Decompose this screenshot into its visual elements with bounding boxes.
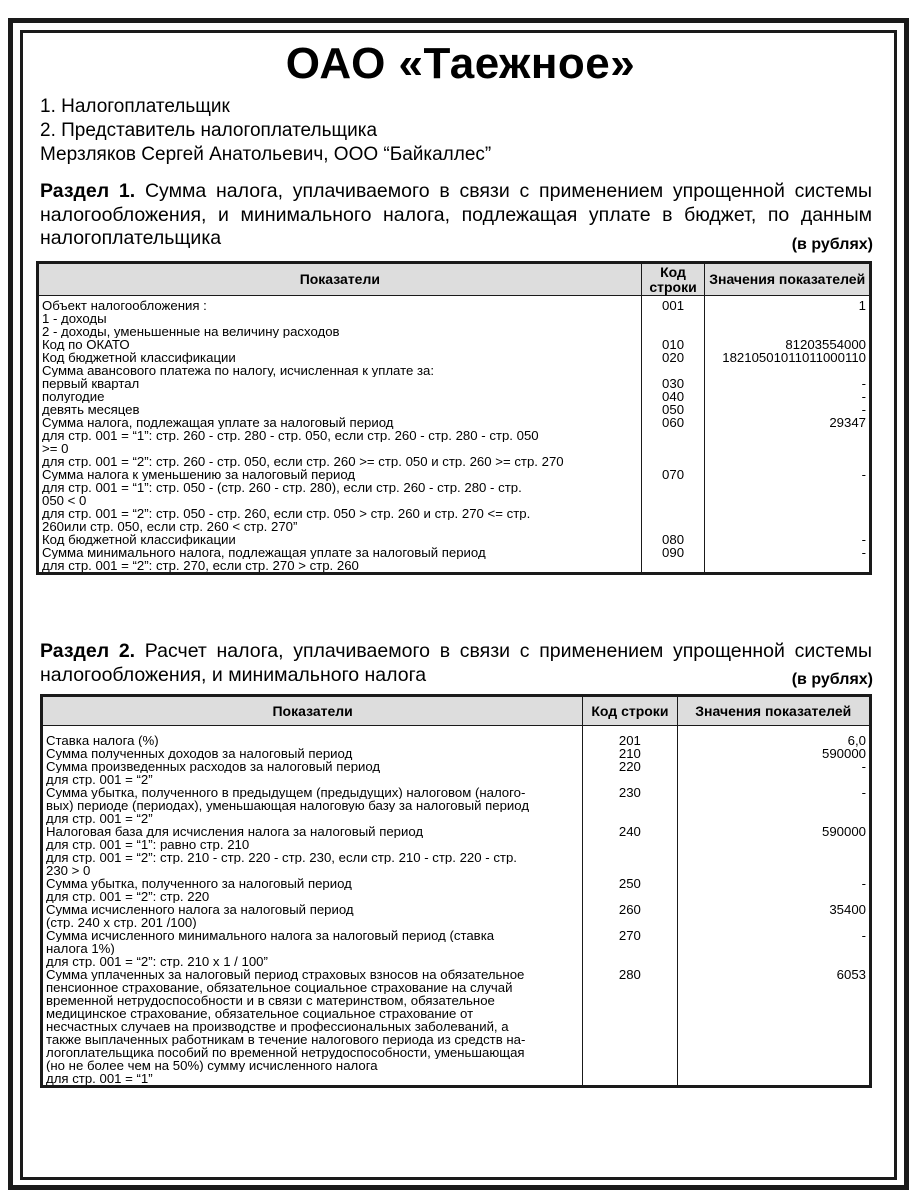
table-row bbox=[42, 877, 871, 903]
indicator-line: 230 > 0 bbox=[46, 864, 91, 877]
indicator-line: пенсионное страхование, обязательное социальное страхование на случай bbox=[46, 981, 513, 994]
indicator-line: для стр. 001 = “2” bbox=[46, 812, 153, 825]
table-row bbox=[38, 533, 871, 546]
indicator-cell bbox=[42, 747, 583, 760]
row-code: 010 bbox=[641, 338, 705, 351]
indicator-line: 2 - доходы, уменьшенные на величину расходов bbox=[42, 325, 340, 338]
row-value: - bbox=[705, 468, 871, 533]
indicator-line: Сумма налога к уменьшению за налоговый период bbox=[42, 468, 356, 481]
indicator-line: для стр. 001 = “2”: стр. 270, если стр. 270 > стр. 260 bbox=[42, 559, 359, 572]
indicator-line: Сумма авансового платежа по налогу, исчисленная к уплате за: bbox=[42, 364, 435, 377]
indicator-line: Сумма убытка, полученного в предыдущем (предыдущих) налоговом (налого- bbox=[46, 786, 526, 799]
indicator-cell bbox=[38, 546, 642, 574]
indicator-line: 1 - доходы bbox=[42, 312, 107, 325]
indicator-line: налога 1%) bbox=[46, 942, 115, 955]
table-row bbox=[42, 825, 871, 877]
indicator-line: Сумма уплаченных за налоговый период страховых взносов на обязательное bbox=[46, 968, 525, 981]
indicator-cell bbox=[42, 760, 583, 786]
row-code: 020 bbox=[641, 351, 705, 364]
indicator-line: для стр. 001 = “2”: стр. 210 х 1 / 100” bbox=[46, 955, 268, 968]
row-code: 070 bbox=[641, 468, 705, 533]
indicator-line: временной нетрудоспособности и в связи с материнством, обязательное bbox=[46, 994, 495, 1007]
row-value: 29347 bbox=[705, 416, 871, 468]
row-value: 35400 bbox=[677, 903, 870, 929]
meta-taxpayer: 1. Налогоплательщик bbox=[40, 96, 230, 117]
indicator-line: полугодие bbox=[42, 390, 105, 403]
row-value: - bbox=[677, 760, 870, 786]
table-row bbox=[38, 364, 871, 377]
row-code: 080 bbox=[641, 533, 705, 546]
indicator-line: для стр. 001 = “2”: стр. 210 - стр. 220 - стр. 230, если стр. 210 - стр. 220 - стр. bbox=[46, 851, 517, 864]
section1-table-body bbox=[38, 296, 871, 574]
indicator-line: для стр. 001 = “2”: стр. 050 - стр. 260, если стр. 050 > стр. 260 и стр. 270 <= стр. bbox=[42, 507, 531, 520]
row-code: 240 bbox=[583, 825, 677, 877]
table-row bbox=[42, 747, 871, 760]
indicator-cell bbox=[42, 825, 583, 877]
indicator-cell bbox=[38, 533, 642, 546]
table-row bbox=[42, 760, 871, 786]
indicator-line: 050 < 0 bbox=[42, 494, 87, 507]
row-value: 81203554000 bbox=[705, 338, 871, 351]
indicator-cell bbox=[38, 390, 642, 403]
row-code: 230 bbox=[583, 786, 677, 825]
indicator-line: несчастных случаев на производстве и профессиональных заболеваний, а bbox=[46, 1020, 509, 1033]
indicator-line: вых) периоде (периодах), уменьшающая налоговую базу за налоговый период bbox=[46, 799, 530, 812]
indicator-cell bbox=[38, 364, 642, 377]
document-title: ОАО «Таежное» bbox=[285, 39, 636, 88]
row-value: 18210501011011000110 bbox=[705, 351, 871, 364]
table-row bbox=[42, 786, 871, 825]
indicator-line: логоплательщика пособий по временной нетрудоспособности, уменьшающая bbox=[46, 1046, 525, 1059]
row-value: - bbox=[705, 390, 871, 403]
row-value: - bbox=[705, 403, 871, 416]
section1-heading bbox=[40, 180, 872, 251]
row-code: 001 bbox=[641, 296, 705, 339]
indicator-cell bbox=[42, 929, 583, 968]
indicator-cell bbox=[38, 403, 642, 416]
indicator-cell bbox=[42, 786, 583, 825]
table-row bbox=[42, 968, 871, 1087]
row-value: 6,0 bbox=[677, 726, 870, 748]
row-value bbox=[705, 364, 871, 377]
section2-units: (в рублях) bbox=[791, 671, 873, 688]
indicator-cell bbox=[38, 351, 642, 364]
indicator-line: для стр. 001 = “2” bbox=[46, 773, 153, 786]
section2-header-indicators: Показатели bbox=[42, 696, 583, 726]
row-code: 260 bbox=[583, 903, 677, 929]
indicator-line: для стр. 001 = “2”: стр. 220 bbox=[46, 890, 210, 903]
table-row bbox=[38, 546, 871, 574]
row-code: 030 bbox=[641, 377, 705, 390]
indicator-line: для стр. 001 = “1”: равно стр. 210 bbox=[46, 838, 250, 851]
indicator-line: первый квартал bbox=[42, 377, 140, 390]
indicator-line: Объект налогообложения : bbox=[42, 299, 207, 312]
row-code: 280 bbox=[583, 968, 677, 1087]
table-row bbox=[42, 903, 871, 929]
indicator-line: Код бюджетной классификации bbox=[42, 351, 236, 364]
meta-representative-name: Мерзляков Сергей Анатольевич, ООО “Байкаллес” bbox=[40, 144, 492, 165]
indicator-line: (но не более чем на 50%) сумму исчисленного налога bbox=[46, 1059, 378, 1072]
section2-header-value: Значения показателей bbox=[677, 696, 870, 726]
row-value: - bbox=[705, 377, 871, 390]
indicator-cell bbox=[42, 877, 583, 903]
row-value: 590000 bbox=[677, 825, 870, 877]
indicator-cell bbox=[42, 726, 583, 748]
indicator-cell bbox=[38, 377, 642, 390]
section1-units: (в рублях) bbox=[791, 236, 873, 253]
section2-header-code: Код строки bbox=[583, 696, 677, 726]
indicator-line: для стр. 001 = “1”: стр. 260 - стр. 280 - стр. 050, если стр. 260 - стр. 280 - стр. 050 bbox=[42, 429, 539, 442]
indicator-line: Сумма полученных доходов за налоговый период bbox=[46, 747, 353, 760]
table-row bbox=[38, 296, 871, 339]
row-code: 040 bbox=[641, 390, 705, 403]
indicator-line: Код бюджетной классификации bbox=[42, 533, 236, 546]
section1-text: Сумма налога, уплачиваемого в связи с применением упрощенной системы налогообложения, и минимального налога, подлежащая уплате в бюджет, по данным налогоплательщика bbox=[40, 180, 872, 249]
indicator-line: для стр. 001 = “2”: стр. 260 - стр. 050, если стр. 260 >= стр. 050 и стр. 260 >= стр. 270 bbox=[42, 455, 564, 468]
indicator-line: Ставка налога (%) bbox=[46, 734, 159, 747]
table-row bbox=[38, 377, 871, 390]
section1-header-indicators: Показатели bbox=[38, 263, 642, 296]
row-code: 050 bbox=[641, 403, 705, 416]
table-row bbox=[38, 416, 871, 468]
indicator-cell bbox=[42, 968, 583, 1087]
indicator-line: медицинское страхование, обязательное социальное страхование от bbox=[46, 1007, 474, 1020]
row-code: 270 bbox=[583, 929, 677, 968]
table-row bbox=[38, 351, 871, 364]
indicator-cell bbox=[38, 468, 642, 533]
table-row bbox=[38, 390, 871, 403]
section1-header-value: Значения показателей bbox=[705, 263, 871, 296]
section1-header-code: Код строки bbox=[641, 263, 705, 296]
indicator-line: для стр. 001 = “1”: стр. 050 - (стр. 260 - стр. 280), если стр. 260 - стр. 280 - стр. bbox=[42, 481, 522, 494]
row-value: - bbox=[677, 877, 870, 903]
indicator-line: Сумма исчисленного минимального налога за налоговый период (ставка bbox=[46, 929, 495, 942]
indicator-line: для стр. 001 = “1” bbox=[46, 1072, 153, 1085]
table-row bbox=[42, 929, 871, 968]
indicator-line: 260или стр. 050, если стр. 260 < стр. 270” bbox=[42, 520, 298, 533]
indicator-line: Сумма налога, подлежащая уплате за налоговый период bbox=[42, 416, 394, 429]
meta-representative: 2. Представитель налогоплательщика bbox=[40, 120, 378, 141]
row-code: 201 bbox=[583, 726, 677, 748]
indicator-line: Код по ОКАТО bbox=[42, 338, 130, 351]
indicator-line: также выплаченных работникам в течение налогового периода из средств на- bbox=[46, 1033, 526, 1046]
indicator-cell bbox=[38, 416, 642, 468]
row-code: 210 bbox=[583, 747, 677, 760]
section1-table bbox=[36, 261, 872, 575]
indicator-cell bbox=[42, 903, 583, 929]
section2-table bbox=[40, 694, 872, 1088]
indicator-line: Налоговая база для исчисления налога за налоговый период bbox=[46, 825, 424, 838]
section2-table-body bbox=[42, 726, 871, 1087]
indicator-line: Сумма исчисленного налога за налоговый период bbox=[46, 903, 354, 916]
section1-label: Раздел 1. bbox=[40, 180, 136, 202]
row-value: 1 bbox=[705, 296, 871, 339]
indicator-cell bbox=[38, 296, 642, 339]
row-value: 590000 bbox=[677, 747, 870, 760]
section2-text: Расчет налога, уплачиваемого в связи с применением упрощенной системы налогообложения, и минимального налога bbox=[40, 640, 872, 686]
indicator-line: Сумма минимального налога, подлежащая уплате за налоговый период bbox=[42, 546, 486, 559]
table-row bbox=[38, 468, 871, 533]
row-code: 060 bbox=[641, 416, 705, 468]
row-code: 250 bbox=[583, 877, 677, 903]
indicator-cell bbox=[38, 338, 642, 351]
row-code: 090 bbox=[641, 546, 705, 574]
table-row bbox=[38, 403, 871, 416]
row-code: 220 bbox=[583, 760, 677, 786]
row-value: - bbox=[705, 533, 871, 546]
row-value: - bbox=[705, 546, 871, 574]
indicator-line: девять месяцев bbox=[42, 403, 140, 416]
indicator-line: (стр. 240 х стр. 201 /100) bbox=[46, 916, 197, 929]
table-row bbox=[42, 726, 871, 748]
row-value: 6053 bbox=[677, 968, 870, 1087]
row-value: - bbox=[677, 929, 870, 968]
section2-heading bbox=[40, 640, 872, 687]
indicator-line: Сумма убытка, полученного за налоговый период bbox=[46, 877, 352, 890]
indicator-line: Сумма произведенных расходов за налоговый период bbox=[46, 760, 381, 773]
section2-label: Раздел 2. bbox=[40, 640, 136, 662]
indicator-line: >= 0 bbox=[42, 442, 69, 455]
row-value: - bbox=[677, 786, 870, 825]
